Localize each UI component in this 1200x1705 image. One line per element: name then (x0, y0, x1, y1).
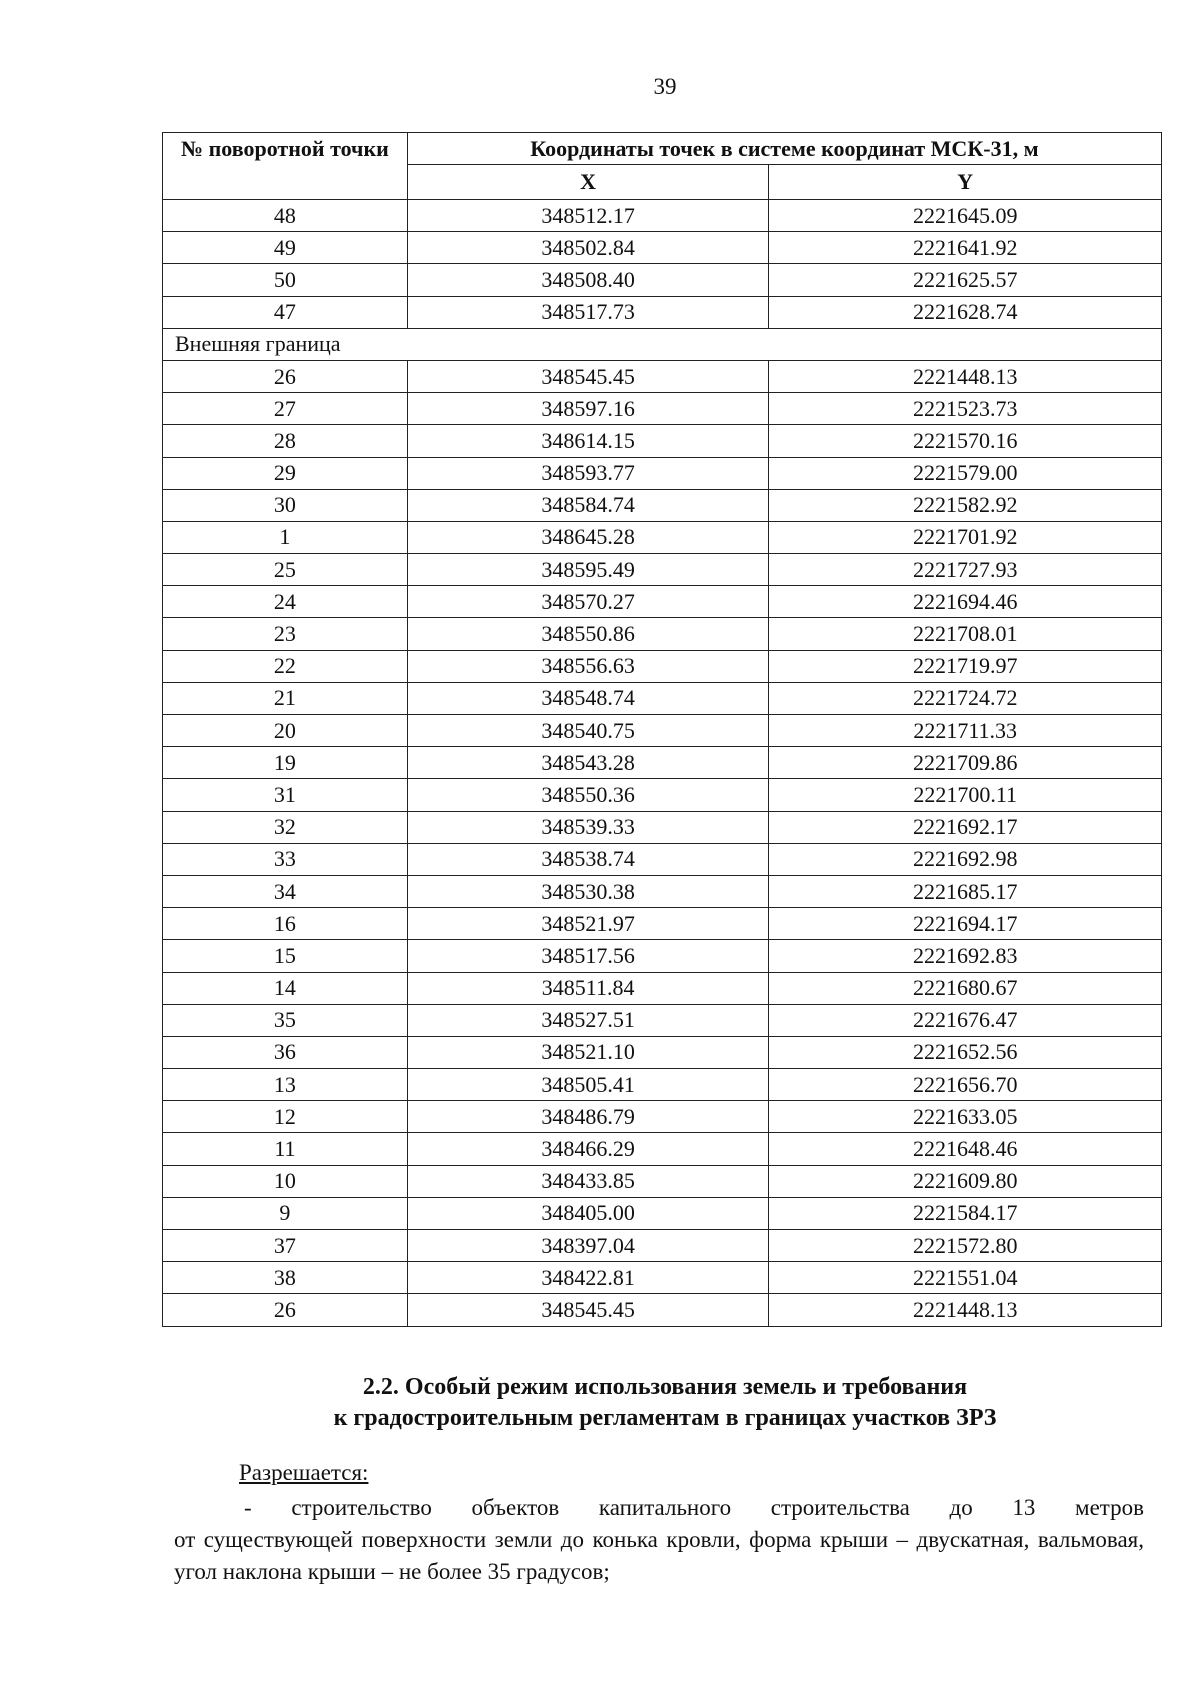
x-coordinate-cell: 348433.85 (407, 1165, 769, 1197)
x-coordinate-cell: 348505.41 (407, 1069, 769, 1101)
y-coordinate-cell: 2221570.16 (769, 425, 1162, 457)
x-coordinate-cell: 348517.56 (407, 940, 769, 972)
table-row (163, 875, 1162, 907)
point-number-cell: 27 (163, 393, 408, 425)
y-coordinate-cell: 2221609.80 (769, 1165, 1162, 1197)
section-heading-line1: 2.2. Особый режим использования земель и требования (362, 1374, 968, 1400)
table-row (163, 811, 1162, 843)
point-number-cell: 22 (163, 650, 408, 682)
x-coordinate-cell: 348397.04 (407, 1230, 769, 1262)
table-body-after (163, 360, 1162, 1326)
x-coordinate-cell: 348527.51 (407, 1004, 769, 1036)
table-row (163, 200, 1162, 232)
y-coordinate-cell: 2221448.13 (769, 1294, 1162, 1326)
point-number-cell: 48 (163, 200, 408, 232)
x-coordinate-cell: 348530.38 (407, 875, 769, 907)
x-coordinate-cell: 348614.15 (407, 425, 769, 457)
y-coordinate-cell: 2221579.00 (769, 457, 1162, 489)
x-coordinate-cell: 348521.10 (407, 1036, 769, 1068)
table-row (163, 425, 1162, 457)
point-number-cell: 34 (163, 875, 408, 907)
y-coordinate-cell: 2221676.47 (769, 1004, 1162, 1036)
x-coordinate-cell: 348548.74 (407, 682, 769, 714)
point-number-cell: 26 (163, 1294, 408, 1326)
allowed-label: Разрешается: (239, 1460, 369, 1485)
table-row (163, 972, 1162, 1004)
point-number-cell: 35 (163, 1004, 408, 1036)
requirement-paragraph (174, 1492, 1144, 1588)
x-coordinate-cell: 348405.00 (407, 1197, 769, 1229)
point-number-cell: 16 (163, 908, 408, 940)
table-row (163, 1262, 1162, 1294)
y-coordinate-cell: 2221572.80 (769, 1230, 1162, 1262)
table-row (163, 554, 1162, 586)
coordinates-table (162, 132, 1162, 1327)
table-row (163, 1165, 1162, 1197)
table-row (163, 586, 1162, 618)
point-number-cell: 11 (163, 1133, 408, 1165)
y-coordinate-cell: 2221645.09 (769, 200, 1162, 232)
point-number-cell: 32 (163, 811, 408, 843)
x-coordinate-cell: 348543.28 (407, 747, 769, 779)
table-row (163, 940, 1162, 972)
y-coordinate-cell: 2221692.83 (769, 940, 1162, 972)
x-coordinate-cell: 348538.74 (407, 843, 769, 875)
section-row (163, 328, 1162, 360)
table-body-before (163, 200, 1162, 329)
point-number-cell: 20 (163, 715, 408, 747)
point-number-cell: 1 (163, 521, 408, 553)
point-number-cell: 33 (163, 843, 408, 875)
point-number-cell: 21 (163, 682, 408, 714)
y-coordinate-cell: 2221701.92 (769, 521, 1162, 553)
point-number-cell: 31 (163, 779, 408, 811)
y-coordinate-cell: 2221633.05 (769, 1101, 1162, 1133)
header-y: Y (769, 165, 1162, 200)
table-row (163, 232, 1162, 264)
table-row (163, 264, 1162, 296)
point-number-cell: 29 (163, 457, 408, 489)
table-row (163, 1004, 1162, 1036)
point-number-cell: 14 (163, 972, 408, 1004)
point-number-cell: 28 (163, 425, 408, 457)
y-coordinate-cell: 2221584.17 (769, 1197, 1162, 1229)
table-row (163, 908, 1162, 940)
point-number-cell: 13 (163, 1069, 408, 1101)
table-row (163, 521, 1162, 553)
y-coordinate-cell: 2221694.17 (769, 908, 1162, 940)
x-coordinate-cell: 348422.81 (407, 1262, 769, 1294)
paragraph-rest: от существующей поверхности земли до конька кровли, форма крыши – двускатная, вальмовая, угол наклона крыши – не более 35 градусов; (174, 1527, 1144, 1584)
paragraph-first-line: - строительство объектов капитального строительства до 13 метров (244, 1495, 1144, 1520)
header-x: X (407, 165, 769, 200)
x-coordinate-cell: 348556.63 (407, 650, 769, 682)
point-number-cell: 36 (163, 1036, 408, 1068)
y-coordinate-cell: 2221448.13 (769, 360, 1162, 392)
x-coordinate-cell: 348550.86 (407, 618, 769, 650)
x-coordinate-cell: 348521.97 (407, 908, 769, 940)
point-number-cell: 23 (163, 618, 408, 650)
table-row (163, 843, 1162, 875)
x-coordinate-cell: 348540.75 (407, 715, 769, 747)
y-coordinate-cell: 2221625.57 (769, 264, 1162, 296)
point-number-cell: 9 (163, 1197, 408, 1229)
header-point-number: № поворотной точки (163, 133, 408, 200)
section-heading (160, 1372, 1170, 1434)
y-coordinate-cell: 2221700.11 (769, 779, 1162, 811)
x-coordinate-cell: 348584.74 (407, 489, 769, 521)
x-coordinate-cell: 348512.17 (407, 200, 769, 232)
point-number-cell: 26 (163, 360, 408, 392)
x-coordinate-cell: 348539.33 (407, 811, 769, 843)
y-coordinate-cell: 2221652.56 (769, 1036, 1162, 1068)
x-coordinate-cell: 348517.73 (407, 296, 769, 328)
table-row (163, 360, 1162, 392)
point-number-cell: 47 (163, 296, 408, 328)
table-row (163, 393, 1162, 425)
point-number-cell: 37 (163, 1230, 408, 1262)
table-row (163, 489, 1162, 521)
point-number-cell: 30 (163, 489, 408, 521)
header-coordinates: Координаты точек в системе координат МСК-31, м (407, 133, 1161, 165)
table-row (163, 1230, 1162, 1262)
x-coordinate-cell: 348645.28 (407, 521, 769, 553)
y-coordinate-cell: 2221724.72 (769, 682, 1162, 714)
y-coordinate-cell: 2221582.92 (769, 489, 1162, 521)
table-row (163, 1101, 1162, 1133)
y-coordinate-cell: 2221711.33 (769, 715, 1162, 747)
x-coordinate-cell: 348486.79 (407, 1101, 769, 1133)
section-heading-line2: к градостроительным регламентам в границах участков ЗРЗ (333, 1405, 997, 1431)
y-coordinate-cell: 2221628.74 (769, 296, 1162, 328)
table-row (163, 296, 1162, 328)
x-coordinate-cell: 348550.36 (407, 779, 769, 811)
y-coordinate-cell: 2221656.70 (769, 1069, 1162, 1101)
x-coordinate-cell: 348466.29 (407, 1133, 769, 1165)
y-coordinate-cell: 2221708.01 (769, 618, 1162, 650)
page-number: 39 (653, 74, 677, 99)
point-number-cell: 19 (163, 747, 408, 779)
table-row (163, 618, 1162, 650)
x-coordinate-cell: 348502.84 (407, 232, 769, 264)
table-row (163, 1197, 1162, 1229)
x-coordinate-cell: 348511.84 (407, 972, 769, 1004)
point-number-cell: 12 (163, 1101, 408, 1133)
point-number-cell: 38 (163, 1262, 408, 1294)
y-coordinate-cell: 2221680.67 (769, 972, 1162, 1004)
x-coordinate-cell: 348597.16 (407, 393, 769, 425)
point-number-cell: 25 (163, 554, 408, 586)
y-coordinate-cell: 2221694.46 (769, 586, 1162, 618)
y-coordinate-cell: 2221719.97 (769, 650, 1162, 682)
section-label: Внешняя граница (163, 328, 1162, 360)
y-coordinate-cell: 2221727.93 (769, 554, 1162, 586)
y-coordinate-cell: 2221551.04 (769, 1262, 1162, 1294)
table-row (163, 1133, 1162, 1165)
x-coordinate-cell: 348595.49 (407, 554, 769, 586)
point-number-cell: 24 (163, 586, 408, 618)
table-row (163, 1294, 1162, 1326)
table-row (163, 457, 1162, 489)
point-number-cell: 15 (163, 940, 408, 972)
table-row (163, 747, 1162, 779)
x-coordinate-cell: 348508.40 (407, 264, 769, 296)
y-coordinate-cell: 2221709.86 (769, 747, 1162, 779)
table-row (163, 1069, 1162, 1101)
y-coordinate-cell: 2221692.17 (769, 811, 1162, 843)
y-coordinate-cell: 2221523.73 (769, 393, 1162, 425)
table-row (163, 682, 1162, 714)
point-number-cell: 49 (163, 232, 408, 264)
x-coordinate-cell: 348593.77 (407, 457, 769, 489)
x-coordinate-cell: 348545.45 (407, 360, 769, 392)
point-number-cell: 10 (163, 1165, 408, 1197)
table-row (163, 779, 1162, 811)
x-coordinate-cell: 348570.27 (407, 586, 769, 618)
table-row (163, 650, 1162, 682)
y-coordinate-cell: 2221685.17 (769, 875, 1162, 907)
y-coordinate-cell: 2221648.46 (769, 1133, 1162, 1165)
table-row (163, 1036, 1162, 1068)
y-coordinate-cell: 2221692.98 (769, 843, 1162, 875)
y-coordinate-cell: 2221641.92 (769, 232, 1162, 264)
x-coordinate-cell: 348545.45 (407, 1294, 769, 1326)
point-number-cell: 50 (163, 264, 408, 296)
table-row (163, 715, 1162, 747)
